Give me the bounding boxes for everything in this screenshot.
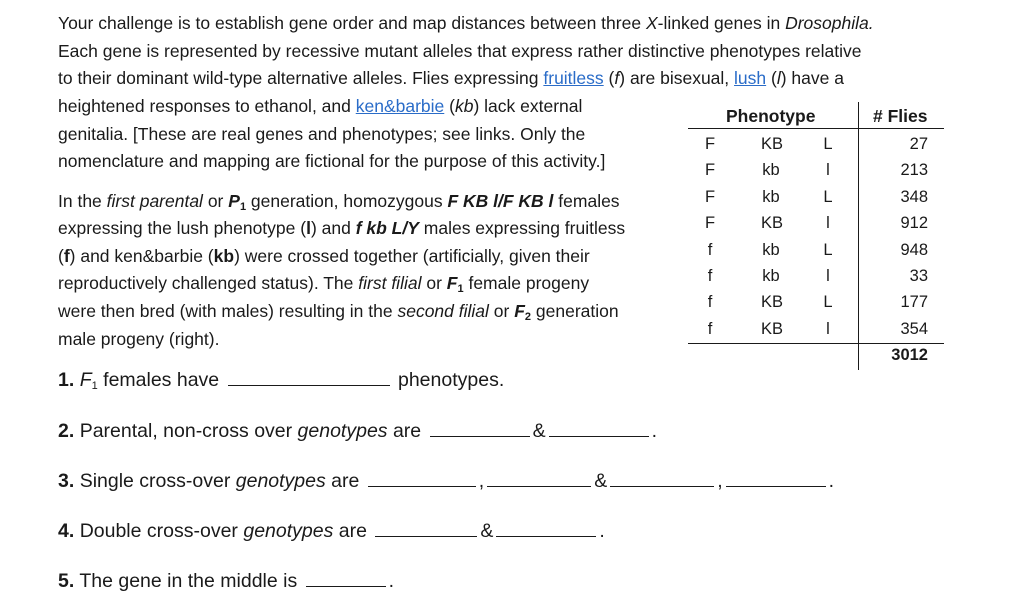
- text: 2: [524, 311, 532, 323]
- text: (: [58, 246, 64, 266]
- answer-blank[interactable]: [610, 470, 714, 487]
- answer-blank[interactable]: [726, 470, 826, 487]
- text: males expressing fruitless: [418, 218, 626, 238]
- question-number: 5.: [58, 570, 75, 592]
- total-divider: [688, 343, 944, 344]
- gene-2-cell: kb: [762, 161, 780, 180]
- question-2: [58, 420, 657, 443]
- answer-blank[interactable]: [430, 420, 530, 437]
- answer-blank[interactable]: [306, 570, 386, 587]
- text: genitalia. [These are real genes and phenotypes; see links. Only the: [58, 124, 586, 144]
- text: The gene in the middle is: [79, 570, 303, 592]
- text: female progeny: [463, 273, 590, 293]
- gene-2-cell: kb: [762, 187, 780, 206]
- text: first filial: [358, 273, 422, 293]
- text: .: [599, 520, 605, 542]
- question-number: 4.: [58, 520, 75, 542]
- text: (: [766, 68, 777, 88]
- gene-2-cell: KB: [761, 214, 784, 233]
- question-3: [58, 470, 834, 493]
- question-1: [58, 369, 504, 392]
- text: 1: [239, 201, 247, 213]
- text: second filial: [397, 301, 489, 321]
- intro-line-6: [58, 148, 605, 176]
- text: kb: [454, 96, 474, 116]
- header-divider: [688, 128, 944, 129]
- gene-1-cell: f: [707, 240, 713, 259]
- text: genotypes: [243, 520, 334, 542]
- gene-3-cell: l: [826, 214, 830, 233]
- intro-line-1: [58, 10, 874, 38]
- intro-line-4: [58, 93, 582, 121]
- gene-3-cell: l: [826, 267, 830, 285]
- text: f: [63, 246, 70, 266]
- fly-count-cell: 948: [900, 240, 928, 259]
- p2-line-2: [58, 215, 625, 243]
- phenotype-table: [688, 102, 944, 372]
- text: f: [614, 68, 620, 88]
- text: generation: [531, 301, 619, 321]
- text: ) have a: [780, 68, 844, 88]
- text: 1: [91, 380, 98, 392]
- answer-blank[interactable]: [228, 369, 390, 386]
- text: .: [651, 420, 658, 442]
- gene-3-cell: L: [823, 240, 833, 259]
- text: Each gene is represented by recessive mutant alleles that express rather distinctive phenotypes relative: [58, 41, 862, 61]
- column-divider: [858, 102, 859, 370]
- text: nomenclature and mapping are fictional for the purpose of this activity.]: [58, 151, 606, 171]
- text: ) are bisexual,: [619, 68, 735, 88]
- text: F: [446, 273, 458, 293]
- text: ,: [478, 470, 485, 492]
- intro-line-5: [58, 121, 585, 149]
- text: In the: [58, 191, 107, 211]
- text: Parental, non-cross over: [79, 420, 298, 442]
- fly-count-cell: 177: [900, 293, 928, 312]
- text: are: [325, 470, 365, 492]
- p2-line-6: [58, 326, 219, 354]
- gene-3-cell: l: [826, 161, 830, 180]
- fly-count-cell: 354: [900, 319, 928, 338]
- intro-line-3: [58, 65, 844, 93]
- answer-blank[interactable]: [368, 470, 476, 487]
- intro-line-2: [58, 38, 862, 66]
- text: expressing the lush phenotype (: [58, 218, 307, 238]
- p2-line-3: [58, 243, 590, 271]
- gene-3-cell: L: [823, 135, 833, 153]
- text: X: [645, 13, 658, 33]
- header-phenotype: Phenotype: [726, 106, 816, 126]
- gene-2-cell: kb: [762, 240, 780, 259]
- text: -linked genes in: [657, 13, 786, 33]
- text: 1: [457, 283, 464, 295]
- text: to their dominant wild-type alternative alleles. Flies expressing: [58, 68, 544, 88]
- text: Double cross-over: [79, 520, 244, 542]
- fly-count-cell: 33: [909, 267, 928, 285]
- text: first parental: [106, 191, 203, 211]
- text: l: [306, 218, 311, 238]
- question-4: [58, 520, 605, 543]
- text: &: [532, 420, 546, 442]
- genotype-male: f kb L/Y: [355, 218, 419, 238]
- text: ,: [717, 470, 723, 492]
- gene-3-cell: L: [823, 293, 833, 312]
- text: (: [603, 68, 615, 88]
- question-number: 1.: [58, 369, 75, 391]
- text: &: [594, 470, 608, 492]
- text: Single cross-over: [79, 470, 236, 492]
- text: Drosophila.: [785, 13, 874, 33]
- text: Your challenge is to establish gene order and map distances between three: [58, 13, 646, 33]
- text: or: [421, 273, 447, 293]
- text: F: [79, 369, 92, 391]
- text: &: [480, 520, 494, 542]
- total-flies: 3012: [891, 346, 928, 364]
- gene-1-cell: F: [704, 161, 716, 180]
- text: females have: [97, 369, 225, 391]
- text: reproductively challenged status). The: [58, 273, 359, 293]
- gene-2-cell: KB: [761, 135, 784, 153]
- text: genotypes: [235, 470, 326, 492]
- gene-3-cell: l: [826, 319, 830, 338]
- header-flies: # Flies: [873, 106, 928, 126]
- question-number: 3.: [58, 470, 75, 492]
- text: or: [488, 301, 515, 321]
- text: male progeny (right).: [58, 329, 220, 349]
- text: females: [553, 191, 620, 211]
- answer-blank[interactable]: [487, 470, 591, 487]
- text: heightened responses to ethanol, and: [58, 96, 356, 116]
- answer-blank[interactable]: [549, 420, 649, 437]
- text: .: [388, 570, 395, 592]
- answer-blank[interactable]: [375, 520, 477, 537]
- text: ) were crossed together (artificially, given their: [234, 246, 590, 266]
- text: kb: [213, 246, 235, 266]
- text: phenotypes.: [392, 369, 505, 391]
- gene-1-cell: F: [704, 135, 716, 153]
- gene-1-cell: F: [704, 214, 716, 233]
- gene-1-cell: f: [707, 267, 713, 285]
- text: ) and ken&barbie (: [69, 246, 214, 266]
- gene-1-cell: f: [707, 293, 713, 312]
- gene-1-cell: F: [704, 187, 716, 206]
- question-5: [58, 570, 394, 593]
- text: or: [202, 191, 229, 211]
- text: .: [828, 470, 835, 492]
- fly-count-cell: 348: [900, 187, 928, 206]
- answer-blank[interactable]: [496, 520, 596, 537]
- gene-2-cell: kb: [762, 267, 780, 285]
- text: ) and: [310, 218, 356, 238]
- text: ) lack external: [473, 96, 583, 116]
- gene-3-cell: L: [823, 187, 833, 206]
- lush-link[interactable]: lush: [734, 68, 767, 88]
- ken-barbie-link[interactable]: ken&barbie: [355, 96, 445, 116]
- text: F: [514, 301, 525, 321]
- fly-count-cell: 912: [900, 214, 928, 233]
- text: P: [228, 191, 240, 211]
- text: are: [333, 520, 373, 542]
- gene-1-cell: f: [707, 319, 713, 338]
- question-number: 2.: [58, 420, 75, 442]
- fly-count-cell: 27: [909, 135, 928, 153]
- gene-2-cell: KB: [761, 293, 784, 312]
- text: genotypes: [297, 420, 388, 442]
- text: (: [444, 96, 455, 116]
- gene-2-cell: KB: [761, 319, 784, 338]
- fly-count-cell: 213: [900, 161, 928, 180]
- text: l: [776, 68, 781, 88]
- text: generation, homozygous: [246, 191, 448, 211]
- text: are: [387, 420, 427, 442]
- genotype-female: F KB l/F KB l: [447, 191, 554, 211]
- fruitless-link[interactable]: fruitless: [543, 68, 604, 88]
- text: were then bred (with males) resulting in the: [58, 301, 398, 321]
